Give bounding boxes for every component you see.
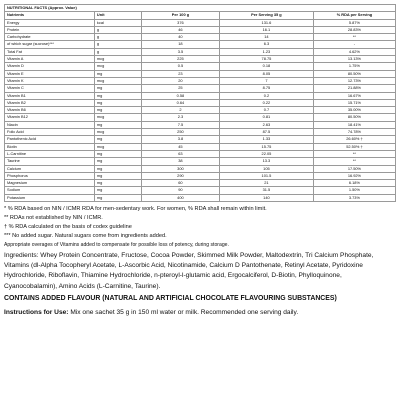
value-per-100g: 0.58 <box>141 92 219 99</box>
value-rda: 16.92% <box>313 172 395 179</box>
table-row <box>5 70 396 77</box>
table-row <box>5 99 396 106</box>
value-per-serving: 6.3 <box>220 41 314 48</box>
table-row <box>5 56 396 63</box>
value-rda: 4.62% <box>313 48 395 55</box>
value-per-100g: 290 <box>141 172 219 179</box>
nutrient-unit: mg <box>94 172 141 179</box>
value-per-100g: 63 <box>141 150 219 157</box>
nutrient-unit: mg <box>94 165 141 172</box>
nutrient-unit: mg <box>94 85 141 92</box>
value-rda: 1.50% <box>313 187 395 194</box>
nutrient-unit: mcg <box>94 63 141 70</box>
flavour-statement: CONTAINS ADDED FLAVOUR (NATURAL AND ARTIFICIAL CHOCOLATE FLAVOURING SUBSTANCES) <box>4 295 337 303</box>
value-per-100g: 18 <box>141 41 219 48</box>
value-rda: ** <box>313 158 395 165</box>
nutrient-name: of which sugar (sucrose)*** <box>5 41 95 48</box>
table-row <box>5 41 396 48</box>
value-rda: 26.60% † <box>313 136 395 143</box>
value-per-serving: 1.23 <box>220 48 314 55</box>
table-row <box>5 34 396 41</box>
nutrient-unit: mg <box>94 150 141 157</box>
instructions-text: Mix one sachet 35 g in 150 ml water or milk. Recommended one serving daily. <box>68 308 299 316</box>
value-per-100g: 2 <box>141 107 219 114</box>
instructions-label: Instructions for Use: <box>4 308 69 316</box>
table-row <box>5 136 396 143</box>
table-row <box>5 194 396 201</box>
value-per-100g: 3.5 <box>141 48 219 55</box>
nutrient-name: Vitamin B1 <box>5 92 95 99</box>
nutrient-unit: g <box>94 48 141 55</box>
value-per-100g: 376 <box>141 19 219 26</box>
value-per-serving: 21 <box>220 180 314 187</box>
value-rda: 15.71% <box>313 99 395 106</box>
value-per-serving: 13.3 <box>220 158 314 165</box>
value-rda: 16.67% <box>313 92 395 99</box>
nutrient-unit: g <box>94 41 141 48</box>
table-row <box>5 150 396 157</box>
table-row <box>5 187 396 194</box>
table-row <box>5 26 396 33</box>
value-per-serving: 14 <box>220 34 314 41</box>
table-row <box>5 158 396 165</box>
value-per-100g: 0.64 <box>141 99 219 106</box>
value-per-serving: 8.05 <box>220 70 314 77</box>
value-per-100g: 225 <box>141 56 219 63</box>
table-row <box>5 92 396 99</box>
nutrient-unit: mcg <box>94 114 141 121</box>
footnote-overages: Appropriate overages of Vitamins added to compensate for possible loss of potency, during storage. <box>4 241 229 248</box>
value-rda: 52.50% † <box>313 143 395 150</box>
nutrition-document <box>4 4 396 318</box>
value-per-serving: 87.5 <box>220 129 314 136</box>
table-title: NUTRITIONAL FACTS (Approx. Value) <box>5 5 396 12</box>
table-header-row <box>5 12 396 19</box>
nutrient-unit: mg <box>94 99 141 106</box>
value-per-100g: 25 <box>141 85 219 92</box>
header-rda: % RDA per Serving <box>313 12 395 19</box>
nutrient-name: Phosphorus <box>5 172 95 179</box>
value-rda: 13.13% <box>313 56 395 63</box>
value-rda: ** <box>313 34 395 41</box>
value-rda: 35.00% <box>313 107 395 114</box>
ingredients-paragraph <box>4 251 396 293</box>
value-per-serving: 8.75 <box>220 85 314 92</box>
nutrient-name: L-Carnitine <box>5 150 95 157</box>
value-rda: 6.18% <box>313 180 395 187</box>
table-row <box>5 85 396 92</box>
value-rda: 21.88% <box>313 85 395 92</box>
nutrient-unit: mg <box>94 121 141 128</box>
nutrient-name: Vitamin C <box>5 85 95 92</box>
table-row <box>5 165 396 172</box>
nutrient-unit: mcg <box>94 129 141 136</box>
nutrient-unit: g <box>94 34 141 41</box>
table-row <box>5 48 396 55</box>
nutrient-name: Folic Acid <box>5 129 95 136</box>
nutrient-name: Vitamin A <box>5 56 95 63</box>
nutrient-name: Potassium <box>5 194 95 201</box>
table-row <box>5 172 396 179</box>
value-per-serving: 31.5 <box>220 187 314 194</box>
nutrient-name: Carbohydrate <box>5 34 95 41</box>
value-rda: 80.50% <box>313 70 395 77</box>
value-rda: 80.50% <box>313 114 395 121</box>
value-per-100g: 3.8 <box>141 136 219 143</box>
value-per-serving: 7 <box>220 77 314 84</box>
nutrient-name: Sodium <box>5 187 95 194</box>
nutrient-name: Total Fat <box>5 48 95 55</box>
value-rda: 12.73% <box>313 77 395 84</box>
nutrient-name: Biotin <box>5 143 95 150</box>
header-per-100g: Per 100 g <box>141 12 219 19</box>
instructions-paragraph <box>4 308 396 318</box>
nutrient-unit: mg <box>94 194 141 201</box>
value-per-100g: 2.3 <box>141 114 219 121</box>
footnote-rda-not-established: ** RDAs not established by NIN / ICMR. <box>4 214 103 221</box>
table-row <box>5 107 396 114</box>
table-row <box>5 77 396 84</box>
nutrition-facts-table <box>4 4 396 202</box>
value-per-100g: 45 <box>141 143 219 150</box>
value-per-100g: 20 <box>141 77 219 84</box>
value-rda: 17.50% <box>313 165 395 172</box>
table-title-row <box>5 5 396 12</box>
value-rda: 3.73% <box>313 194 395 201</box>
nutrient-unit: mcg <box>94 77 141 84</box>
nutrient-unit: mg <box>94 136 141 143</box>
nutrient-name: Vitamin B6 <box>5 107 95 114</box>
nutrient-unit: kcal <box>94 19 141 26</box>
value-per-serving: 101.5 <box>220 172 314 179</box>
nutrient-unit: mg <box>94 70 141 77</box>
value-per-serving: 2.63 <box>220 121 314 128</box>
value-per-serving: 0.18 <box>220 63 314 70</box>
value-per-serving: 0.7 <box>220 107 314 114</box>
nutrient-unit: g <box>94 26 141 33</box>
table-row <box>5 129 396 136</box>
value-per-serving: 105 <box>220 165 314 172</box>
nutrient-name: Energy <box>5 19 95 26</box>
header-unit: Unit <box>94 12 141 19</box>
table-row <box>5 19 396 26</box>
value-per-serving: 1.33 <box>220 136 314 143</box>
value-per-serving: 140 <box>220 194 314 201</box>
nutrient-unit: mg <box>94 180 141 187</box>
value-rda: 18.41% <box>313 121 395 128</box>
header-per-serving: Per Serving 35 g <box>220 12 314 19</box>
value-rda: 74.78% <box>313 129 395 136</box>
value-rda: - <box>313 41 395 48</box>
value-per-100g: 7.5 <box>141 121 219 128</box>
value-per-100g: 300 <box>141 165 219 172</box>
value-per-serving: 16.1 <box>220 26 314 33</box>
value-per-serving: 78.75 <box>220 56 314 63</box>
nutrient-unit: mg <box>94 158 141 165</box>
footnote-codex: † % RDA calculated on the basis of codex guideline <box>4 223 132 230</box>
nutrient-name: Taurine <box>5 158 95 165</box>
value-per-100g: 40 <box>141 34 219 41</box>
value-rda: 5.87% <box>313 19 395 26</box>
nutrient-name: Protein <box>5 26 95 33</box>
nutrient-name: Vitamin K <box>5 77 95 84</box>
table-row <box>5 180 396 187</box>
nutrient-unit: mg <box>94 187 141 194</box>
value-rda: 28.83% <box>313 26 395 33</box>
header-nutrients: Nutrients <box>5 12 95 19</box>
value-per-100g: 60 <box>141 180 219 187</box>
nutrient-name: Vitamin B12 <box>5 114 95 121</box>
footnotes <box>4 205 396 250</box>
table-row <box>5 143 396 150</box>
value-per-100g: 38 <box>141 158 219 165</box>
nutrient-name: Pantothenic Acid <box>5 136 95 143</box>
table-row <box>5 63 396 70</box>
nutrient-name: Vitamin E <box>5 70 95 77</box>
table-row <box>5 114 396 121</box>
value-per-serving: 15.75 <box>220 143 314 150</box>
value-per-serving: 0.2 <box>220 92 314 99</box>
value-per-serving: 0.22 <box>220 99 314 106</box>
footnote-rda-basis: * % RDA based on NIN / ICMR RDA for men-sedentary work. For women, % RDA shall remain within limit. <box>4 205 267 212</box>
value-per-serving: 0.81 <box>220 114 314 121</box>
value-per-100g: 90 <box>141 187 219 194</box>
value-rda: ** <box>313 150 395 157</box>
value-per-100g: 23 <box>141 70 219 77</box>
nutrient-name: Magnesium <box>5 180 95 187</box>
nutrient-unit: mcg <box>94 56 141 63</box>
nutrient-name: Niacin <box>5 121 95 128</box>
ingredients-label: Ingredients: <box>4 251 39 259</box>
footnote-no-added-sugar: *** No added sugar. Natural sugars come from ingredients added. <box>4 232 167 239</box>
value-per-100g: 250 <box>141 129 219 136</box>
table-row <box>5 121 396 128</box>
value-per-serving: 131.6 <box>220 19 314 26</box>
value-per-100g: 46 <box>141 26 219 33</box>
value-per-serving: 22.05 <box>220 150 314 157</box>
nutrient-name: Calcium <box>5 165 95 172</box>
nutrient-name: Vitamin B2 <box>5 99 95 106</box>
value-per-100g: 400 <box>141 194 219 201</box>
value-per-100g: 0.5 <box>141 63 219 70</box>
ingredients-text: Whey Protein Concentrate, Fructose, Cocoa Powder, Skimmed Milk Powder, Maltodextrin, Tri Calcium Phosphate, Vitamins (dl-Alpha Tocopheryl Acetate, L-Ascorbic Acid, Nicotinamide, Calcium D Pantothenate, Retinyl Acetate, Pyridoxine Hydrochloride, Riboflavin, Thiamine Hydrochloride, n-pteroyl-l-glutamic acid, Ergocalciferol, D-Biotin, Phylloquinone, Cyanocobalamin), Amino Acids (L-Carnitine, Taurine). <box>4 251 374 290</box>
nutrient-unit: mcg <box>94 143 141 150</box>
nutrient-unit: mg <box>94 92 141 99</box>
nutrient-unit: mg <box>94 107 141 114</box>
nutrient-name: Vitamin D <box>5 63 95 70</box>
value-rda: 1.75% <box>313 63 395 70</box>
